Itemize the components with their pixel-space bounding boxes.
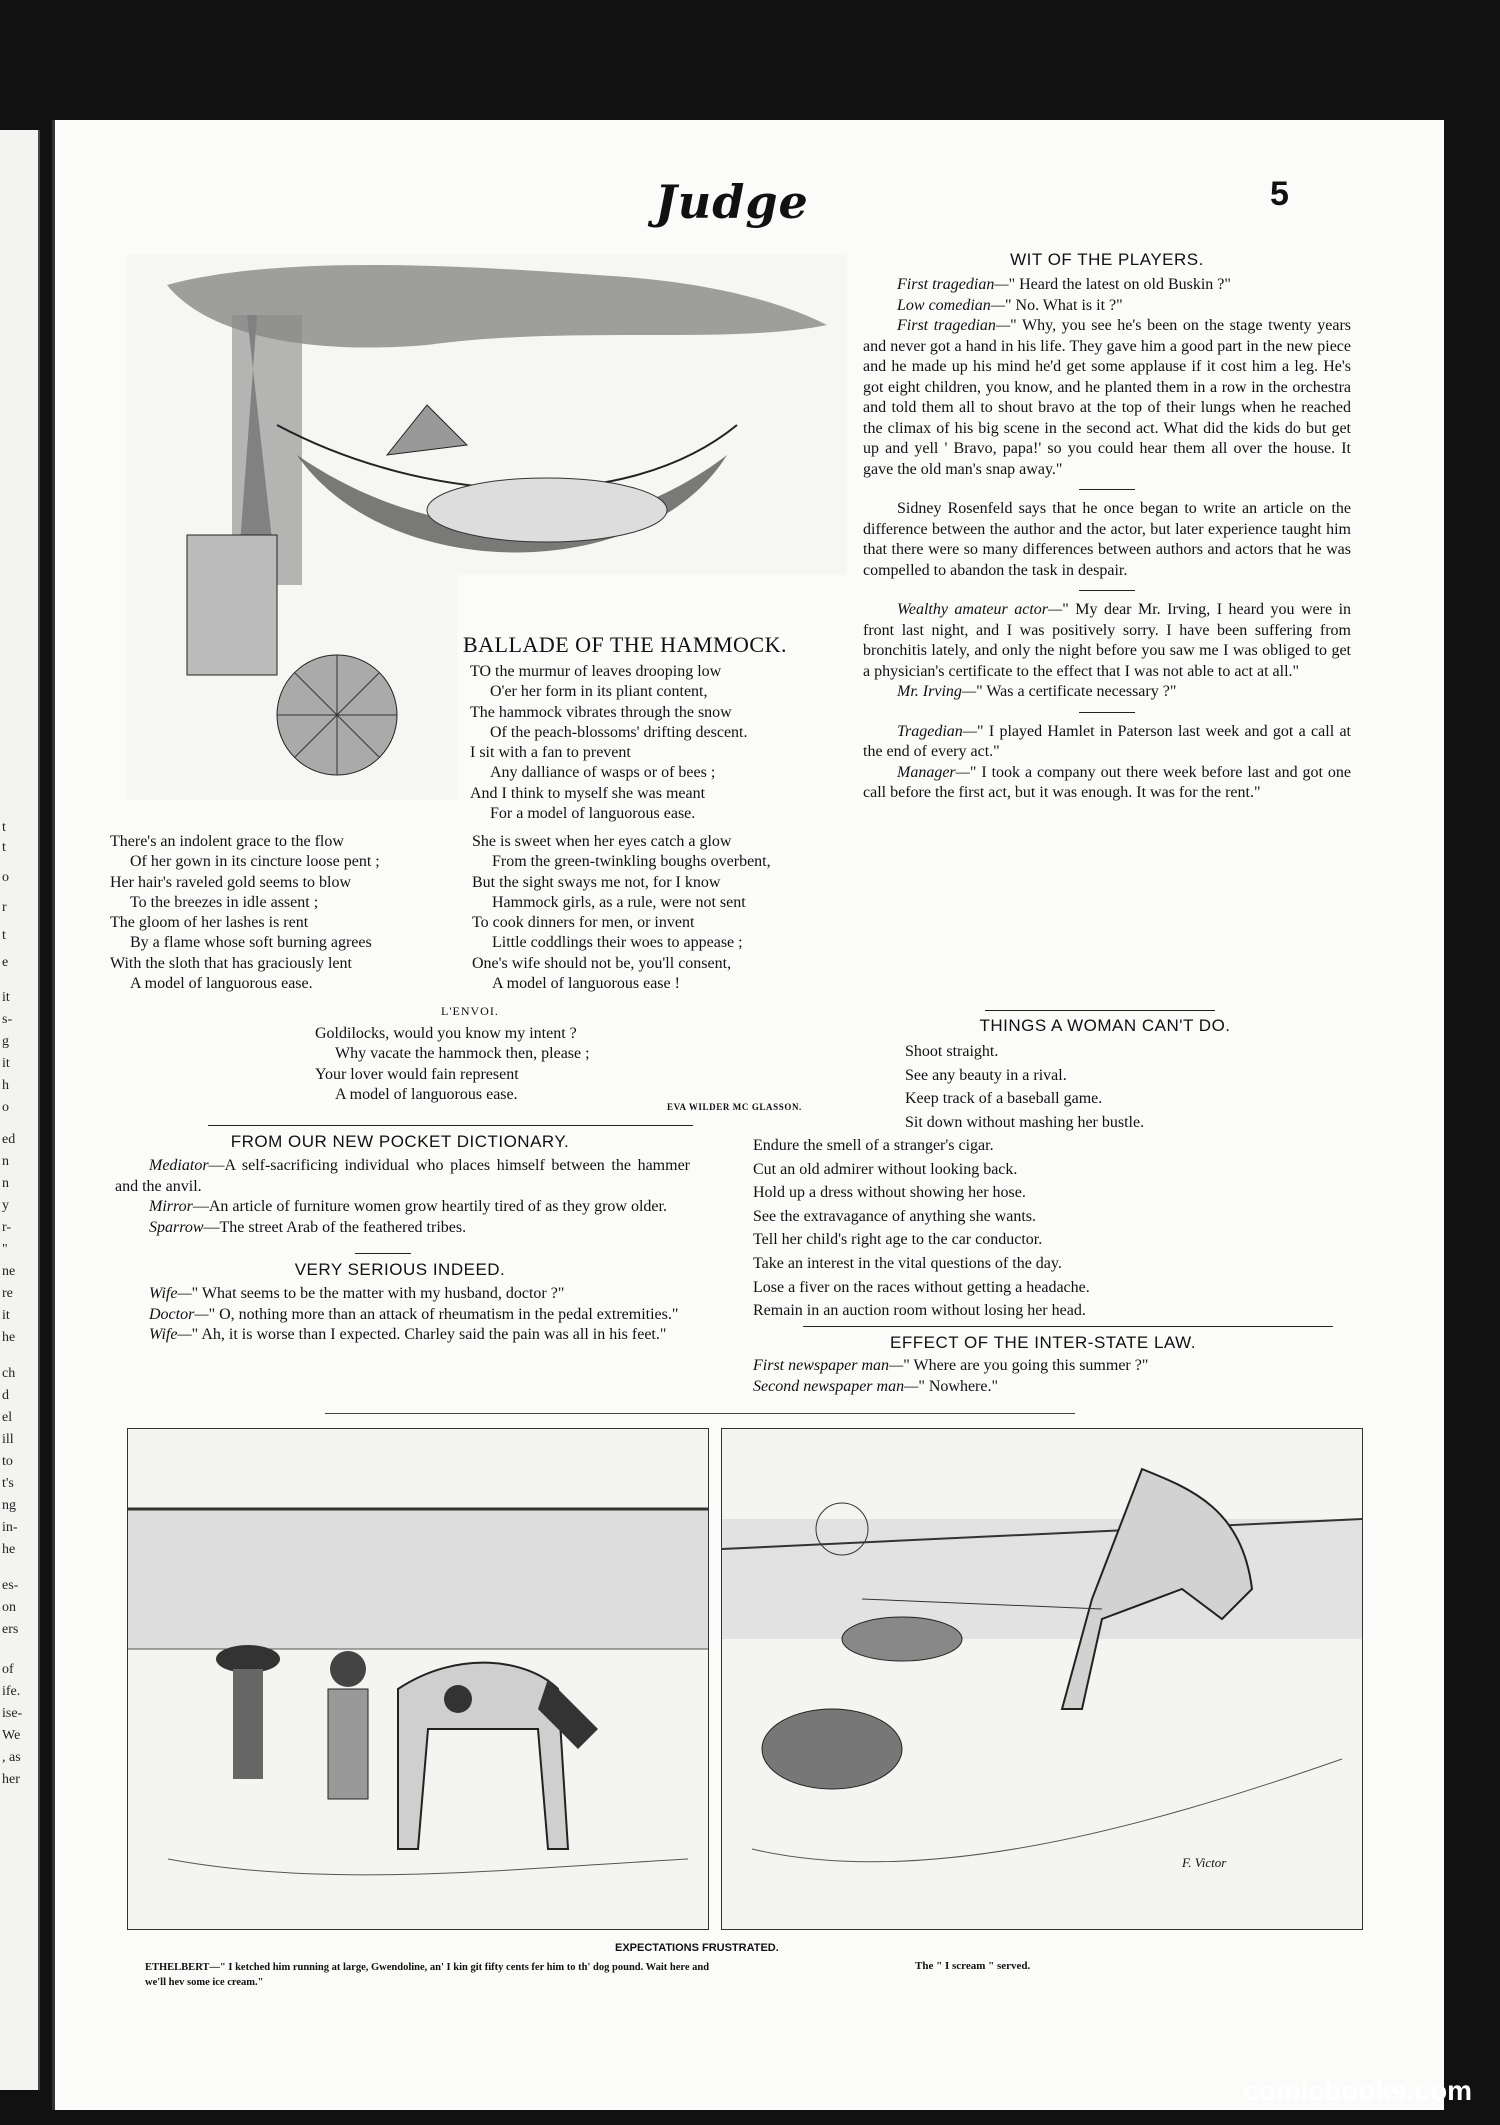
- left-page-fragment: ne: [2, 1264, 16, 1279]
- dialog-line: Tragedian—" I played Hamlet in Paterson last week and got a call at the end of every act.": [863, 722, 1351, 760]
- poem-line: I sit with a fan to prevent: [470, 744, 631, 762]
- left-page-fragment: el: [2, 1410, 13, 1425]
- poem-line: To the breezes in idle assent ;: [130, 893, 319, 911]
- left-page-fragment: r-: [2, 1220, 12, 1235]
- list-item: Take an interest in the vital questions of the day.: [753, 1254, 1062, 1272]
- dialog-line: Second newspaper man—" Nowhere.": [753, 1377, 999, 1395]
- caption-text: " I ketched him running at large, Gwendoline, an' I kin git fifty cents fer him to th' dog pound. Wait here and we'll hev some ice cream.": [145, 1962, 710, 1988]
- list-item: Endure the smell of a stranger's cigar.: [753, 1137, 994, 1154]
- list-item: See any beauty in a rival.: [905, 1066, 1067, 1084]
- woman-list-top: [905, 1040, 1144, 1134]
- poem-line: By a flame whose soft burning agrees: [130, 934, 372, 952]
- left-page-fragment: ": [2, 1242, 8, 1257]
- left-page-fragment: d: [2, 1388, 9, 1403]
- left-page-fragment: es-: [2, 1578, 19, 1593]
- left-page-edge: [0, 130, 40, 2090]
- poem-line: Of the peach-blossoms' drifting descent.: [490, 723, 748, 741]
- divider: [803, 1326, 1333, 1327]
- list-item: Remain in an auction room without losing her head.: [753, 1302, 1086, 1320]
- poem-line: A model of languorous ease !: [492, 975, 680, 993]
- left-page-fragment: g: [2, 1034, 9, 1049]
- dog-runaway-drawing: [722, 1429, 1362, 1929]
- left-page-fragment: it: [2, 1308, 10, 1323]
- left-page-fragment: re: [2, 1286, 13, 1301]
- woman-list-bottom: [753, 1134, 1090, 1323]
- poem-line: Goldilocks, would you know my intent ?: [315, 1025, 577, 1042]
- dictionary-entry: Mediator—A self-sacrificing individual who places himself between the hammer and the anvil.: [115, 1157, 690, 1195]
- poem-line: To cook dinners for men, or invent: [472, 914, 695, 932]
- divider: [1079, 590, 1135, 591]
- list-item: Cut an old admirer without looking back.: [753, 1160, 1018, 1178]
- left-page-fragment: of: [2, 1662, 14, 1677]
- envoi-title: L'ENVOI.: [441, 1004, 499, 1018]
- dialog-line: Low comedian—" No. What is it ?": [897, 296, 1123, 314]
- dialog-line: Doctor—" O, nothing more than an attack of rheumatism in the pedal extremities.": [149, 1305, 679, 1323]
- dictionary-entry: Sparrow—The street Arab of the feathered tribes.: [149, 1218, 467, 1236]
- caption-speaker: ETHELBERT—: [145, 1962, 220, 1973]
- interstate-title: EFFECT OF THE INTER-STATE LAW.: [890, 1333, 1196, 1352]
- poem-line: Of her gown in its cincture loose pent ;: [130, 853, 380, 871]
- masthead: Judge: [655, 175, 809, 229]
- dialog-line: First tragedian—" Why, you see he's been on the stage twenty years and never got a hand in his life. They gave him a good part in the new piece and he made up his mind he'd get some applause if it cost him a leg. He's got eight children, you know, and he planted them in a row in the orchestra and told them all to shout bravo at the top of their lungs when he reached the climax of his big scene in the second act. What did the kids do but get up and yell ' Bravo, papa!' so you could hear them all over the house. It gave the old man's snap away.": [863, 317, 1352, 478]
- left-page-fragment: ise-: [2, 1706, 23, 1721]
- ballade-title: BALLADE OF THE HAMMOCK.: [463, 632, 787, 657]
- cartoon-right: [721, 1428, 1363, 1930]
- left-page-fragment: y: [2, 1198, 9, 1213]
- list-item: Lose a fiver on the races without getting a headache.: [753, 1278, 1090, 1296]
- left-page-fragment: ch: [2, 1366, 16, 1381]
- poem-line: O'er her form in its pliant content,: [490, 683, 708, 701]
- left-page-fragment: in-: [2, 1520, 18, 1535]
- divider: [208, 1125, 693, 1126]
- ballade-author: EVA WILDER MC GLASSON.: [667, 1102, 802, 1112]
- magazine-page: [52, 120, 1444, 2110]
- left-page-fragment: on: [2, 1600, 16, 1615]
- left-page-fragment: he: [2, 1542, 16, 1557]
- dialog-line: Wife—" Ah, it is worse than I expected. Charley said the pain was all in his feet.": [149, 1326, 667, 1343]
- left-page-fragment: to: [2, 1454, 13, 1469]
- poem-line: Hammock girls, as a rule, were not sent: [492, 893, 746, 911]
- left-page-fragment: ife.: [2, 1684, 21, 1699]
- wit-title: WIT OF THE PLAYERS.: [1010, 250, 1204, 269]
- ballade-stanza-3: [472, 832, 771, 994]
- left-page-fragment: n: [2, 1176, 9, 1191]
- dialog-line: Wife—" What seems to be the matter with my husband, doctor ?": [149, 1285, 565, 1302]
- left-page-fragment: , as: [2, 1750, 21, 1765]
- left-page-fragment: t's: [2, 1476, 14, 1491]
- dialog-line: Wealthy amateur actor—" My dear Mr. Irving, I heard you were in front last night, and I was positively sorry. I have been suffering from bronchitis lately, and only the night before you saw me I was obliged to get a physician's certificate to the effect that I was not able to act at all.": [863, 601, 1352, 680]
- list-item: See the extravagance of anything she wants.: [753, 1207, 1037, 1225]
- poem-line: Why vacate the hammock then, please ;: [335, 1045, 590, 1063]
- left-page-fragment: h: [2, 1078, 9, 1093]
- list-item: Hold up a dress without showing her hose.: [753, 1184, 1026, 1202]
- dialog-line: Mr. Irving—" Was a certificate necessary ?": [897, 683, 1177, 700]
- artist-signature: F. Victor: [1182, 1855, 1227, 1870]
- left-page-fragment: o: [2, 1100, 9, 1115]
- interstate-dialog: [753, 1356, 1353, 1397]
- left-page-fragment: We: [2, 1728, 21, 1743]
- poem-line: There's an indolent grace to the flow: [110, 833, 344, 850]
- poem-line: With the sloth that has graciously lent: [110, 954, 352, 972]
- page-number: 5: [1270, 175, 1289, 213]
- divider: [985, 1010, 1215, 1011]
- ballade-envoi: [315, 1024, 590, 1105]
- left-page-fragment: s-: [2, 1012, 13, 1027]
- poem-line: Any dalliance of wasps or of bees ;: [490, 764, 716, 782]
- left-page-fragment: he: [2, 1330, 16, 1345]
- dialog-line: First newspaper man—" Where are you going this summer ?": [753, 1357, 1149, 1374]
- poem-line: A model of languorous ease.: [130, 975, 313, 993]
- poem-line: From the green-twinkling boughs overbent,: [492, 853, 771, 871]
- left-page-fragment: ng: [2, 1498, 16, 1513]
- cartoon-left-caption: [145, 1960, 715, 1990]
- boy-and-dog-drawing: [128, 1429, 708, 1929]
- wit-column: [863, 275, 1351, 804]
- poem-line: She is sweet when her eyes catch a glow: [472, 833, 732, 850]
- left-page-fragment: ed: [2, 1132, 16, 1147]
- left-page-fragment: it: [2, 990, 10, 1005]
- poem-line: The gloom of her lashes is rent: [110, 914, 309, 932]
- divider: [1079, 712, 1135, 713]
- poem-line: For a model of languorous ease.: [490, 805, 696, 823]
- poem-line: The hammock vibrates through the snow: [470, 703, 732, 721]
- left-page-fragment: ill: [2, 1432, 14, 1447]
- list-item: Sit down without mashing her bustle.: [905, 1113, 1145, 1131]
- ballade-stanza-1: [470, 662, 747, 824]
- cartoon-right-caption: The " I scream " served.: [915, 1960, 1031, 1972]
- cartoon-title: EXPECTATIONS FRUSTRATED.: [615, 1942, 779, 1954]
- cartoon-left: [127, 1428, 709, 1930]
- dictionary-entries: [115, 1156, 690, 1238]
- poem-line: TO the murmur of leaves drooping low: [470, 663, 722, 680]
- poem-line: And I think to myself she was meant: [470, 784, 706, 802]
- woman-title: THINGS A WOMAN CAN'T DO.: [979, 1016, 1231, 1035]
- left-page-fragment: t: [2, 820, 6, 835]
- dialog-line: First tragedian—" Heard the latest on old Buskin ?": [897, 276, 1231, 293]
- serious-dialog: [115, 1284, 690, 1346]
- left-page-fragment: o: [2, 870, 9, 885]
- poem-line: But the sight sways me not, for I know: [472, 873, 721, 891]
- left-page-fragment: e: [2, 955, 9, 970]
- left-page-fragment: her: [2, 1772, 20, 1787]
- dialog-line: Manager—" I took a company out there week before last and got one call before the first act, but it was enough. It was for the rent.": [863, 763, 1351, 801]
- left-page-fragment: ers: [2, 1622, 19, 1637]
- divider: [1079, 489, 1135, 490]
- left-page-fragment: r: [2, 900, 7, 915]
- poem-line: Little coddlings their woes to appease ;: [492, 934, 743, 952]
- poem-line: Your lover would fain represent: [315, 1065, 519, 1083]
- poem-line: One's wife should not be, you'll consent,: [472, 954, 732, 972]
- serious-title: VERY SERIOUS INDEED.: [294, 1260, 506, 1279]
- left-page-fragment: n: [2, 1154, 9, 1169]
- list-item: Keep track of a baseball game.: [905, 1090, 1103, 1108]
- list-item: Tell her child's right age to the car conductor.: [753, 1231, 1043, 1249]
- left-page-fragment: t: [2, 840, 6, 855]
- rosenfeld-paragraph: Sidney Rosenfeld says that he once began to write an article on the difference between the author and the actor, but later experience taught him that there were so many differences between authors and actors that he was compelled to abandon the task in despair.: [863, 500, 1351, 579]
- left-page-fragment: it: [2, 1056, 10, 1071]
- divider: [355, 1253, 411, 1254]
- watermark: comicbooks.com: [1243, 2075, 1472, 2106]
- poem-line: Her hair's raveled gold seems to blow: [110, 873, 352, 891]
- left-page-fragment: t: [2, 928, 6, 943]
- dictionary-title: FROM OUR NEW POCKET DICTIONARY.: [230, 1132, 570, 1151]
- ballade-stanza-2: [110, 832, 380, 994]
- section-rule: [325, 1413, 1075, 1414]
- list-item: Shoot straight.: [905, 1043, 999, 1060]
- poem-line: A model of languorous ease.: [335, 1085, 518, 1103]
- dictionary-entry: Mirror—An article of furniture women grow heartily tired of as they grow older.: [149, 1198, 667, 1215]
